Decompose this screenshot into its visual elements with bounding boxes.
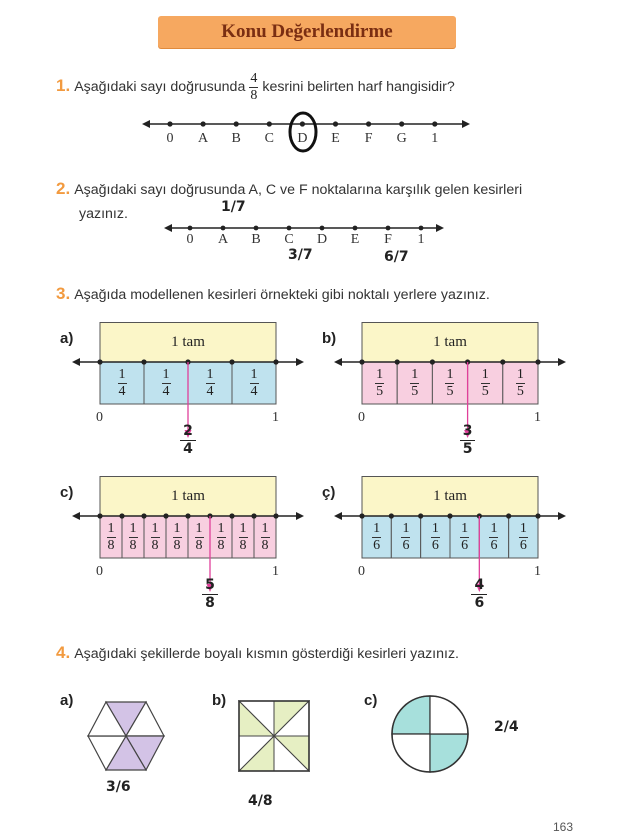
unit-denominator: 8: [173, 537, 181, 553]
q1-tick-dot: [399, 121, 404, 126]
tick-dot: [395, 359, 400, 364]
unit-numerator: 1: [481, 366, 489, 382]
unit-fraction-value: [489, 522, 498, 553]
question-2-text-line2: yazınız.: [79, 206, 128, 222]
unit-numerator: 1: [261, 520, 269, 536]
tick-dot: [141, 513, 146, 518]
question-1-text-before: Aşağıdaki sayı doğrusunda: [74, 79, 246, 96]
q1-tick-dot: [234, 121, 239, 126]
q1-tick-dot: [432, 121, 437, 126]
unit-numerator: 1: [431, 520, 439, 536]
unit-denominator: 8: [195, 537, 203, 553]
q2-label: E: [350, 232, 360, 247]
unit-fraction-value: [239, 522, 248, 553]
unit-fraction-value: [519, 522, 528, 553]
q1-tick-dot: [300, 121, 305, 126]
unit-fraction: [144, 365, 188, 401]
question-2-number: 2.: [56, 179, 71, 198]
unit-denominator: 6: [373, 537, 381, 553]
tick-dot: [447, 513, 452, 518]
model-one-label: 1: [534, 410, 541, 425]
question-4: [56, 643, 459, 663]
q1-label: E: [331, 131, 340, 146]
answer-denominator: 8: [205, 594, 215, 611]
q2-tick-dot: [221, 226, 226, 231]
tick-dot: [119, 513, 124, 518]
model-one-label: 1: [272, 564, 279, 579]
q2-tick-dot: [353, 226, 358, 231]
q2-tick-dot: [287, 226, 292, 231]
unit-fraction: [362, 365, 397, 401]
unit-fraction-value: [375, 368, 384, 399]
unit-fraction-value: [261, 522, 270, 553]
unit-denominator: 5: [446, 383, 454, 399]
unit-numerator: 1: [173, 520, 181, 536]
unit-fraction: [362, 519, 391, 555]
question-1-number: 1.: [56, 76, 71, 96]
unit-fraction-value: [107, 522, 116, 553]
answer-point-f: 6/7: [384, 249, 409, 265]
answer-hexagon: 3/6: [106, 779, 131, 795]
unit-fraction-value: [372, 522, 381, 553]
q1-label: 0: [166, 131, 174, 146]
whole-label: 1 tam: [433, 334, 467, 350]
q1-tick-dot: [333, 121, 338, 126]
unit-denominator: 5: [411, 383, 419, 399]
unit-denominator: 8: [217, 537, 225, 553]
arrow-left-icon: [72, 358, 80, 366]
unit-numerator: 1: [151, 520, 159, 536]
arrow-right-icon: [296, 358, 304, 366]
answer-square: 4/8: [248, 793, 273, 809]
unit-fraction-value: [431, 522, 440, 553]
unit-fraction-value: [195, 522, 204, 553]
answer-numerator: 3: [460, 424, 476, 441]
question-3: [56, 284, 490, 304]
unit-numerator: 1: [376, 366, 384, 382]
tick-dot: [97, 513, 102, 518]
answer-denominator: 4: [183, 440, 193, 457]
unit-fraction-value: [460, 522, 469, 553]
q1-label: G: [396, 131, 407, 146]
unit-fraction-value: [401, 522, 410, 553]
unit-denominator: 4: [162, 383, 170, 399]
tick-dot: [229, 359, 234, 364]
unit-denominator: 8: [151, 537, 159, 553]
unit-numerator: 1: [118, 366, 126, 382]
unit-numerator: 1: [206, 366, 214, 382]
answer-denominator: 6: [474, 594, 485, 611]
unit-denominator: 5: [516, 383, 524, 399]
q2-label: 0: [186, 232, 194, 247]
page-title: Konu Değerlendirme: [221, 21, 393, 42]
tick-dot: [251, 513, 256, 518]
unit-fraction: [232, 365, 276, 401]
q4-part-c-label: c): [364, 692, 378, 709]
fraction-numerator: 4: [250, 71, 258, 86]
whole-label: 1 tam: [171, 334, 205, 350]
unit-numerator: 1: [490, 520, 498, 536]
unit-fraction: [397, 365, 432, 401]
arrow-right-icon: [558, 512, 566, 520]
unit-numerator: 1: [162, 366, 170, 382]
tick-dot: [359, 513, 364, 518]
arrow-left-icon: [334, 358, 342, 366]
unit-denominator: 4: [206, 383, 214, 399]
unit-fraction: [188, 365, 232, 401]
model-zero-label: 0: [358, 564, 365, 579]
unit-numerator: 1: [446, 366, 454, 382]
circle-shape: [390, 694, 470, 774]
unit-fraction-value: [129, 522, 138, 553]
fraction-denominator: 8: [250, 88, 258, 103]
unit-fraction-value: [445, 368, 454, 399]
unit-fraction-value: [410, 368, 419, 399]
unit-fraction: [100, 519, 122, 555]
tick-dot: [163, 513, 168, 518]
unit-denominator: 6: [461, 537, 469, 553]
unit-fraction: [450, 519, 479, 555]
page-number: 163: [553, 820, 574, 834]
whole-label: 1 tam: [171, 488, 205, 504]
unit-denominator: 8: [239, 537, 247, 553]
unit-fraction: [503, 365, 538, 401]
q1-label: A: [198, 131, 209, 146]
answer-numerator: 2: [180, 424, 196, 441]
unit-fraction-value: [151, 522, 160, 553]
unit-fraction: [166, 519, 188, 555]
unit-fraction-value: [118, 368, 127, 399]
unit-numerator: 1: [519, 520, 527, 536]
unit-fraction-value: [173, 522, 182, 553]
q2-label: F: [384, 232, 392, 247]
tick-dot: [535, 513, 540, 518]
unit-denominator: 8: [107, 537, 115, 553]
model-answer: [176, 424, 200, 456]
question-4-number: 4.: [56, 643, 71, 662]
unit-fraction-value: [217, 522, 226, 553]
q2-tick-dot: [254, 226, 259, 231]
tick-dot: [273, 513, 278, 518]
q4-part-a-label: a): [60, 692, 74, 709]
unit-numerator: 1: [129, 520, 137, 536]
tick-dot: [97, 359, 102, 364]
model-zero-label: 0: [96, 564, 103, 579]
unit-numerator: 1: [516, 366, 524, 382]
answer-circle-fraction: 2/4: [494, 719, 519, 735]
tick-dot: [418, 513, 423, 518]
q1-tick-dot: [167, 121, 172, 126]
unit-fraction-value: [481, 368, 490, 399]
unit-numerator: 1: [411, 366, 419, 382]
model-one-label: 1: [534, 564, 541, 579]
question-3-text: Aşağıda modellenen kesirleri örnekteki gibi noktalı yerlere yazınız.: [74, 287, 490, 303]
whole-label: 1 tam: [433, 488, 467, 504]
unit-fraction: [122, 519, 144, 555]
q1-tick-dot: [366, 121, 371, 126]
model-one-label: 1: [272, 410, 279, 425]
unit-fraction-value: [250, 368, 259, 399]
model-answer: [467, 578, 491, 610]
question-2: [56, 179, 596, 199]
unit-denominator: 4: [250, 383, 258, 399]
q2-label: D: [316, 232, 328, 247]
q2-label: C: [284, 232, 294, 247]
answer-numerator: 5: [202, 578, 218, 595]
arrow-right-icon: [296, 512, 304, 520]
tick-dot: [273, 359, 278, 364]
model-answer: [198, 578, 222, 610]
question-3-number: 3.: [56, 284, 71, 303]
unit-fraction-value: [206, 368, 215, 399]
q2-tick-dot: [419, 226, 424, 231]
unit-fraction-value: [162, 368, 171, 399]
unit-numerator: 1: [107, 520, 115, 536]
unit-numerator: 1: [217, 520, 225, 536]
unit-denominator: 8: [129, 537, 137, 553]
unit-fraction: [188, 519, 210, 555]
unit-denominator: 6: [402, 537, 410, 553]
question-1-text-after: kesrini belirten harf hangisidir?: [262, 79, 455, 96]
tick-dot: [389, 513, 394, 518]
page-title-banner: [158, 16, 456, 48]
model-answer: [456, 424, 480, 456]
tick-dot: [506, 513, 511, 518]
tick-dot: [535, 359, 540, 364]
unit-fraction: [144, 519, 166, 555]
q1-label: D: [297, 131, 308, 146]
arrow-right-icon: [558, 358, 566, 366]
tick-dot: [229, 513, 234, 518]
arrow-left-icon: [334, 512, 342, 520]
unit-numerator: 1: [239, 520, 247, 536]
q2-tick-dot: [320, 226, 325, 231]
hexagon-shape: [86, 700, 166, 772]
unit-denominator: 5: [376, 383, 384, 399]
question-1: [56, 72, 455, 103]
q4-part-b-label: b): [212, 692, 227, 709]
unit-fraction: [479, 519, 508, 555]
unit-denominator: 4: [118, 383, 126, 399]
question-1-fraction: [249, 72, 258, 103]
unit-fraction: [509, 519, 538, 555]
answer-point-a: 1/7: [221, 199, 246, 215]
q2-label: 1: [417, 232, 425, 247]
q2-number-line: [0, 218, 623, 242]
unit-denominator: 6: [431, 537, 439, 553]
tick-dot: [185, 513, 190, 518]
unit-denominator: 5: [481, 383, 489, 399]
unit-denominator: 6: [519, 537, 527, 553]
q2-label: B: [251, 232, 261, 247]
arrow-left-icon: [72, 512, 80, 520]
model-part-label: b): [322, 330, 337, 347]
q1-tick-dot: [201, 121, 206, 126]
q1-number-line: [0, 108, 623, 158]
question-2-text-line1: Aşağıdaki sayı doğrusunda A, C ve F noktalarına karşılık gelen kesirleri: [74, 182, 523, 198]
unit-numerator: 1: [250, 366, 258, 382]
model-part-label: ç): [322, 484, 336, 501]
unit-denominator: 8: [261, 537, 269, 553]
question-4-text: Aşağıdaki şekillerde boyalı kısmın gösterdiği kesirleri yazınız.: [74, 646, 459, 662]
tick-dot: [141, 359, 146, 364]
unit-fraction: [421, 519, 450, 555]
q1-tick-dot: [267, 121, 272, 126]
answer-denominator: 5: [462, 440, 473, 457]
unit-fraction: [100, 365, 144, 401]
model-zero-label: 0: [358, 410, 365, 425]
square-shape: [238, 700, 310, 772]
unit-denominator: 6: [490, 537, 498, 553]
unit-fraction: [232, 519, 254, 555]
q2-tick-dot: [386, 226, 391, 231]
unit-numerator: 1: [461, 520, 469, 536]
answer-numerator: 4: [471, 578, 487, 595]
tick-dot: [430, 359, 435, 364]
q1-label: C: [264, 131, 274, 146]
unit-fraction: [468, 365, 503, 401]
unit-numerator: 1: [195, 520, 203, 536]
tick-dot: [359, 359, 364, 364]
model-part-label: c): [60, 484, 74, 501]
unit-fraction: [210, 519, 232, 555]
q2-label: A: [217, 232, 229, 247]
unit-fraction-value: [516, 368, 525, 399]
model-part-label: a): [60, 330, 74, 347]
answer-point-c: 3/7: [288, 247, 313, 263]
q1-label: F: [364, 131, 373, 146]
unit-numerator: 1: [402, 520, 410, 536]
unit-numerator: 1: [373, 520, 381, 536]
model-zero-label: 0: [96, 410, 103, 425]
unit-fraction: [254, 519, 276, 555]
tick-dot: [500, 359, 505, 364]
unit-fraction: [391, 519, 420, 555]
unit-fraction: [432, 365, 467, 401]
q1-label: B: [231, 131, 241, 146]
q1-label: 1: [431, 131, 439, 146]
q2-tick-dot: [188, 226, 193, 231]
